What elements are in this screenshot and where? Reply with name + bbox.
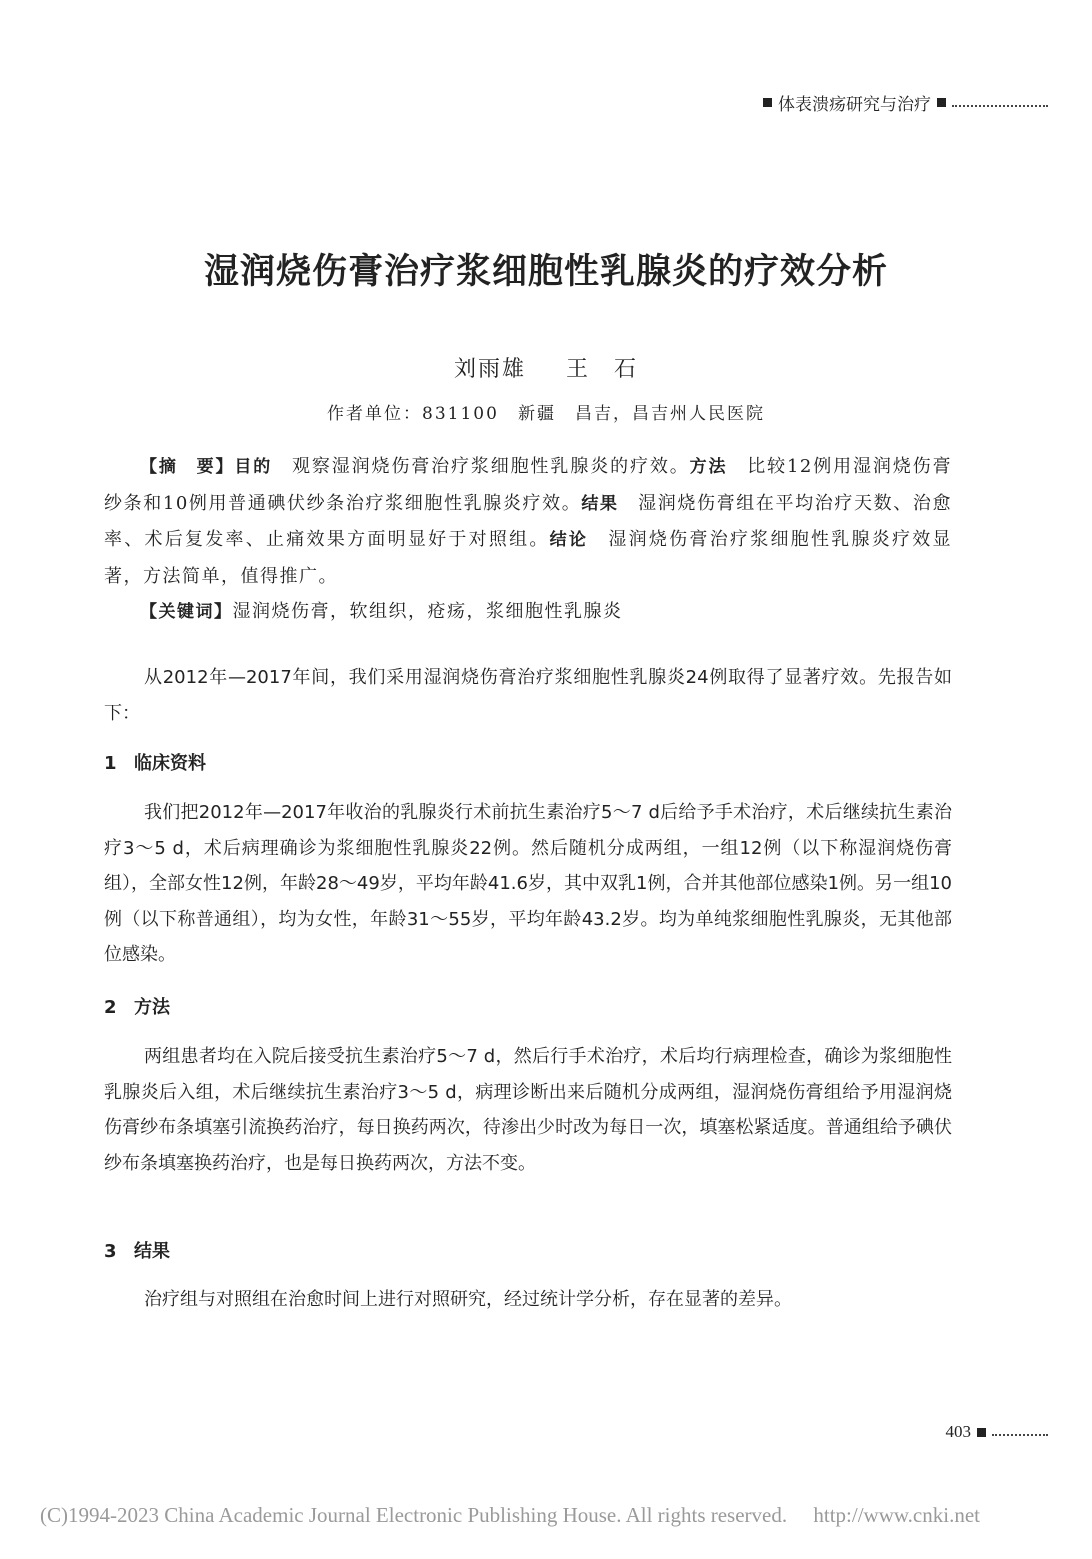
keywords-label: 【关键词】 <box>140 602 233 622</box>
abstract-label: 【摘 要】 <box>140 457 235 477</box>
section-title: 临床资料 <box>134 753 206 774</box>
square-bullet-icon <box>937 98 946 107</box>
section-paragraph: 治疗组与对照组在治愈时间上进行对照研究，经过统计学分析，存在显著的差异。 <box>144 1289 792 1310</box>
abstract-part-label: 结果 <box>581 493 619 514</box>
section-body-1 <box>104 795 952 973</box>
section-number: 1 <box>104 753 117 774</box>
keywords-text: 湿润烧伤膏，软组织，疮疡，浆细胞性乳腺炎 <box>232 601 623 622</box>
section-name: 体表溃疡研究与治疗 <box>778 95 931 115</box>
section-paragraph: 我们把2012年—2017年收治的乳腺炎行术前抗生素治疗5～7 d后给予手术治疗，术后继续抗生素治疗3～5 d，术后病理确诊为浆细胞性乳腺炎22例。然后随机分成两组，一组12例（以下称湿润烧伤膏组），全部女性12例，年龄28～49岁，平均年龄41.6岁，其中双乳1例，合并其他部位感染1例。另一组10例（以下称普通组），均为女性，年龄31～55岁，平均年龄43.2岁。均为单纯浆细胞性乳腺炎，无其他部位感染。 <box>104 802 952 965</box>
article-title: 湿润烧伤膏治疗浆细胞性乳腺炎的疗效分析 <box>203 252 888 292</box>
abstract-part-text: 比较12例用湿润烧伤膏纱条和10例用普通碘伏纱条治疗浆细胞性乳腺炎疗效。 <box>104 456 953 514</box>
author-name: 王 石 <box>566 357 639 382</box>
dotted-rule <box>992 1434 1048 1436</box>
keywords-paragraph <box>104 594 952 631</box>
section-heading-1 <box>104 749 206 775</box>
abstract-part-label: 目的 <box>234 457 273 477</box>
abstract-block <box>104 449 952 631</box>
intro-paragraph: 从2012年—2017年间，我们采用湿润烧伤膏治疗浆细胞性乳腺炎24例取得了显著疗效。先报告如下： <box>104 667 952 724</box>
square-bullet-icon <box>977 1428 986 1437</box>
copyright-footer: (C)1994-2023 China Academic Journal Electronic Publishing House. All rights reserved. http://www.cnki.net <box>40 1503 980 1527</box>
section-title: 方法 <box>134 997 170 1018</box>
section-heading-2 <box>104 993 170 1019</box>
page-number: 403 <box>945 1422 971 1441</box>
section-body-3 <box>104 1282 952 1318</box>
section-body-2 <box>104 1039 952 1181</box>
abstract-part-label: 结论 <box>549 530 589 550</box>
author-list <box>0 352 1092 383</box>
abstract-paragraph <box>104 449 952 594</box>
abstract-part-text: 湿润烧伤膏治疗浆细胞性乳腺炎疗效显著，方法简单，值得推广。 <box>104 529 953 587</box>
intro-block <box>104 660 952 731</box>
abstract-part-label: 方法 <box>689 457 728 477</box>
section-number: 3 <box>104 1241 117 1262</box>
author-affiliation: 作者单位：831100 新疆 昌吉，昌吉州人民医院 <box>327 404 765 424</box>
abstract-part-text: 观察湿润烧伤膏治疗浆细胞性乳腺炎的疗效。 <box>272 456 690 477</box>
section-title: 结果 <box>134 1241 170 1262</box>
abstract-part-text: 湿润烧伤膏组在平均治疗天数、治愈率、术后复发率、止痛效果方面明显好于对照组。 <box>104 492 953 550</box>
section-number: 2 <box>104 997 117 1018</box>
section-heading-3 <box>104 1237 170 1263</box>
section-paragraph: 两组患者均在入院后接受抗生素治疗5～7 d，然后行手术治疗，术后均行病理检查，确诊为浆细胞性乳腺炎后入组，术后继续抗生素治疗3～5 d，病理诊断出来后随机分成两组，湿润烧伤膏组给予用湿润烧伤膏纱布条填塞引流换药治疗，每日换药两次，待渗出少时改为每日一次，填塞松紧适度。普通组给予碘伏纱布条填塞换药治疗，也是每日换药两次，方法不变。 <box>104 1046 952 1174</box>
running-header <box>763 90 1048 115</box>
page-number-block <box>946 1422 1049 1442</box>
dotted-rule <box>952 105 1048 107</box>
square-bullet-icon <box>763 98 772 107</box>
author-name: 刘雨雄 <box>453 357 526 382</box>
